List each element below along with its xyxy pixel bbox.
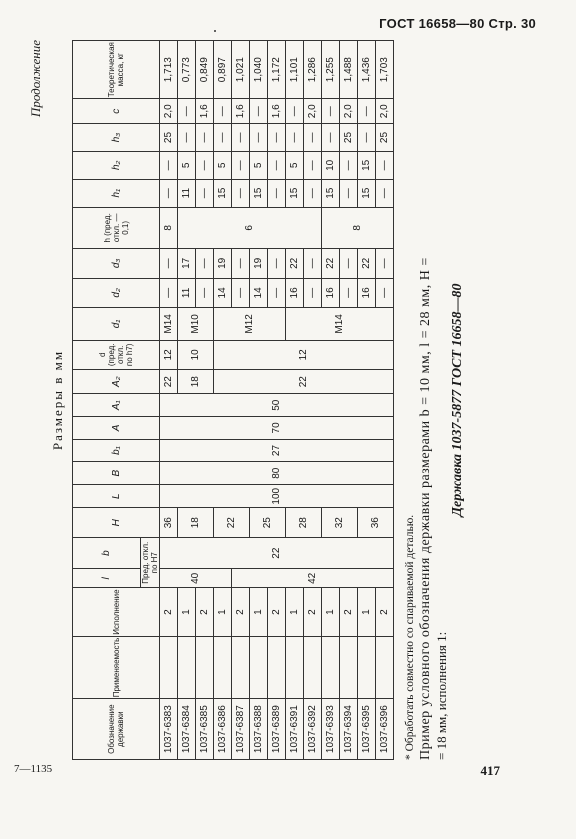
cell-h3: — xyxy=(268,124,286,152)
col-b: b xyxy=(73,537,141,568)
cell-d2: — xyxy=(160,278,178,308)
cell-H-18: 18 xyxy=(178,508,214,538)
cell-h1: — xyxy=(196,179,214,207)
cell-d1-M14: M14 xyxy=(160,308,178,340)
cell-h1: 15 xyxy=(286,179,304,207)
cell-version: 1 xyxy=(286,588,304,636)
cell-d3: 17 xyxy=(178,249,196,279)
cell-mass: 1,101 xyxy=(286,41,304,99)
cell-l-40: 40 xyxy=(160,569,232,588)
cell-h2: — xyxy=(340,151,358,179)
cell-d3: 22 xyxy=(322,249,340,279)
cell-designation: 1037-6393 xyxy=(322,699,340,760)
cell-mass: 0,897 xyxy=(214,41,232,99)
cell-h3: — xyxy=(358,124,376,152)
cell-H-28: 28 xyxy=(286,508,322,538)
cell-c: — xyxy=(358,99,376,124)
cell-application xyxy=(340,636,358,699)
cell-d3: — xyxy=(376,249,394,279)
col-A: A xyxy=(73,417,160,440)
cell-h2: 5 xyxy=(286,151,304,179)
cell-c: 2,0 xyxy=(340,99,358,124)
dimensions-table xyxy=(72,40,394,760)
cell-version: 2 xyxy=(232,588,250,636)
cell-l-42: 42 xyxy=(232,569,394,588)
cell-mass: 1,255 xyxy=(322,41,340,99)
col-designation: Обозначение державки xyxy=(73,699,160,760)
cell-d2: — xyxy=(376,278,394,308)
cell-designation: 1037-6396 xyxy=(376,699,394,760)
cell-b-22: 22 xyxy=(160,537,394,568)
footer-code: 7—1135 xyxy=(14,763,53,775)
cell-d-10: 10 xyxy=(178,340,214,369)
cell-h1: — xyxy=(268,179,286,207)
cell-version: 2 xyxy=(160,588,178,636)
col-h3: h₃ xyxy=(73,124,160,152)
cell-version: 2 xyxy=(376,588,394,636)
cell-h2: 5 xyxy=(214,151,232,179)
cell-h1: — xyxy=(340,179,358,207)
cell-A2-22: 22 xyxy=(214,370,394,394)
cell-d2: — xyxy=(304,278,322,308)
col-L: L xyxy=(73,485,160,508)
rotated-content xyxy=(28,40,548,760)
cell-mass: 1,436 xyxy=(358,41,376,99)
page-header: ГОСТ 16658—80 Стр. 30 xyxy=(379,16,536,31)
col-d3: d₃ xyxy=(73,249,160,279)
cell-d3: — xyxy=(232,249,250,279)
cell-h-8: 8 xyxy=(322,207,394,248)
cell-h1: — xyxy=(304,179,322,207)
speck xyxy=(214,30,216,32)
cell-c: 1,6 xyxy=(268,99,286,124)
col-b-tolerance: Пред. откл. по H7 xyxy=(141,537,160,587)
cell-h1: — xyxy=(232,179,250,207)
cell-d3: — xyxy=(196,249,214,279)
cell-mass: 1,021 xyxy=(232,41,250,99)
cell-b1-27: 27 xyxy=(160,439,394,462)
cell-h3: 25 xyxy=(376,124,394,152)
cell-h3: — xyxy=(286,124,304,152)
cell-h2: — xyxy=(268,151,286,179)
page-number: 417 xyxy=(480,763,500,778)
cell-h3: — xyxy=(250,124,268,152)
col-d2: d₂ xyxy=(73,278,160,308)
cell-H-36: 36 xyxy=(358,508,394,538)
cell-mass: 0,849 xyxy=(196,41,214,99)
cell-designation: 1037-6383 xyxy=(160,699,178,760)
col-mass: Теоретическая масса, кг xyxy=(73,41,160,99)
cell-d3: 22 xyxy=(358,249,376,279)
cell-designation: 1037-6389 xyxy=(268,699,286,760)
cell-application xyxy=(214,636,232,699)
cell-d2: — xyxy=(340,278,358,308)
col-h: h (пред. откл. —0,1) xyxy=(73,207,160,248)
cell-d1-M12: M12 xyxy=(214,308,286,340)
cell-A-70: 70 xyxy=(160,417,394,440)
cell-c: — xyxy=(214,99,232,124)
cell-d3: 19 xyxy=(250,249,268,279)
continuation-label: Продолжение xyxy=(28,40,43,118)
cell-L-100: 100 xyxy=(160,485,394,508)
col-d: d (пред. откл. по h7) xyxy=(73,340,160,369)
cell-mass: 1,040 xyxy=(250,41,268,99)
col-h2: h₂ xyxy=(73,151,160,179)
cell-c: — xyxy=(322,99,340,124)
cell-application xyxy=(178,636,196,699)
cell-d3: 22 xyxy=(286,249,304,279)
cell-designation: 1037-6394 xyxy=(340,699,358,760)
cell-c: 2,0 xyxy=(160,99,178,124)
cell-application xyxy=(232,636,250,699)
cell-d3: — xyxy=(160,249,178,279)
cell-d2: — xyxy=(196,278,214,308)
cell-d2: 11 xyxy=(178,278,196,308)
cell-c: — xyxy=(286,99,304,124)
cell-designation: 1037-6391 xyxy=(286,699,304,760)
cell-H-36: 36 xyxy=(160,508,178,538)
cell-version: 2 xyxy=(268,588,286,636)
cell-d2: 16 xyxy=(322,278,340,308)
col-b1: b₁ xyxy=(73,439,160,462)
cell-mass: 1,488 xyxy=(340,41,358,99)
cell-H-25: 25 xyxy=(250,508,286,538)
cell-d2: 14 xyxy=(250,278,268,308)
col-version: Исполнение xyxy=(73,588,160,636)
cell-A2-22: 22 xyxy=(160,370,178,394)
cell-application xyxy=(160,636,178,699)
cell-d1-M14: M14 xyxy=(286,308,394,340)
cell-c: — xyxy=(178,99,196,124)
cell-version: 2 xyxy=(340,588,358,636)
cell-version: 1 xyxy=(250,588,268,636)
cell-application xyxy=(358,636,376,699)
cell-mass: 1,713 xyxy=(160,41,178,99)
cell-version: 1 xyxy=(358,588,376,636)
cell-h1: 15 xyxy=(214,179,232,207)
cell-h1: — xyxy=(376,179,394,207)
footnote: * Обработать совместно со спариваемой деталью. xyxy=(404,514,416,760)
cell-d3: 19 xyxy=(214,249,232,279)
cell-designation: 1037-6384 xyxy=(178,699,196,760)
cell-h3: — xyxy=(214,124,232,152)
cell-d2: 16 xyxy=(286,278,304,308)
cell-designation: 1037-6392 xyxy=(304,699,322,760)
cell-application xyxy=(268,636,286,699)
cell-designation: 1037-6387 xyxy=(232,699,250,760)
col-B: B xyxy=(73,462,160,485)
cell-h3: 25 xyxy=(340,124,358,152)
cell-application xyxy=(250,636,268,699)
cell-version: 2 xyxy=(304,588,322,636)
col-h1: h₁ xyxy=(73,179,160,207)
cell-version: 2 xyxy=(196,588,214,636)
cell-h2: — xyxy=(196,151,214,179)
cell-mass: 1,172 xyxy=(268,41,286,99)
cell-H-22: 22 xyxy=(214,508,250,538)
col-application: Применяемость xyxy=(73,636,160,699)
cell-designation: 1037-6386 xyxy=(214,699,232,760)
cell-A2-18: 18 xyxy=(178,370,214,394)
col-l: l xyxy=(73,569,141,588)
col-A1: A₁ xyxy=(73,394,160,417)
col-H: H xyxy=(73,508,160,538)
cell-h1: 15 xyxy=(358,179,376,207)
cell-h1: 15 xyxy=(250,179,268,207)
cell-d-12: 12 xyxy=(160,340,178,369)
cell-h-6: 6 xyxy=(178,207,322,248)
cell-designation: 1037-6395 xyxy=(358,699,376,760)
cell-d-12: 12 xyxy=(214,340,394,369)
cell-h1: 11 xyxy=(178,179,196,207)
cell-h2: — xyxy=(376,151,394,179)
cell-d3: — xyxy=(268,249,286,279)
example-line-1: Пример условного обозначения державки размерами b = 10 мм, l = 28 мм, H = xyxy=(418,257,433,760)
cell-c: 2,0 xyxy=(304,99,322,124)
cell-H-32: 32 xyxy=(322,508,358,538)
cell-mass: 1,286 xyxy=(304,41,322,99)
cell-h2: 5 xyxy=(250,151,268,179)
cell-h2: 5 xyxy=(178,151,196,179)
cell-h1: — xyxy=(160,179,178,207)
cell-d1-M10: M10 xyxy=(178,308,214,340)
cell-d2: 14 xyxy=(214,278,232,308)
cell-d2: — xyxy=(232,278,250,308)
cell-application xyxy=(196,636,214,699)
table-caption: Размеры в мм xyxy=(50,349,65,451)
cell-h1: 15 xyxy=(322,179,340,207)
cell-h2: — xyxy=(232,151,250,179)
cell-d3: — xyxy=(304,249,322,279)
cell-c: 1,6 xyxy=(232,99,250,124)
cell-d2: — xyxy=(268,278,286,308)
cell-h3: — xyxy=(232,124,250,152)
col-c: c xyxy=(73,99,160,124)
cell-application xyxy=(286,636,304,699)
cell-version: 1 xyxy=(214,588,232,636)
cell-application xyxy=(376,636,394,699)
cell-c: — xyxy=(250,99,268,124)
example-designation: Державка 1037-5877 ГОСТ 16658—80 xyxy=(450,283,465,517)
cell-h2: 10 xyxy=(322,151,340,179)
cell-designation: 1037-6388 xyxy=(250,699,268,760)
cell-designation: 1037-6385 xyxy=(196,699,214,760)
cell-h3: — xyxy=(178,124,196,152)
cell-A1-50: 50 xyxy=(160,394,394,417)
cell-mass: 0,773 xyxy=(178,41,196,99)
cell-h3: 25 xyxy=(160,124,178,152)
cell-h3: — xyxy=(196,124,214,152)
cell-h3: — xyxy=(322,124,340,152)
cell-d3: — xyxy=(340,249,358,279)
col-d1: d₁ xyxy=(73,308,160,340)
cell-h-8: 8 xyxy=(160,207,178,248)
cell-c: 2,0 xyxy=(376,99,394,124)
example-line-2: = 18 мм, исполнения 1: xyxy=(434,631,449,760)
notes-block xyxy=(402,40,466,760)
cell-B-80: 80 xyxy=(160,462,394,485)
cell-version: 1 xyxy=(178,588,196,636)
cell-h3: — xyxy=(304,124,322,152)
cell-application xyxy=(304,636,322,699)
cell-c: 1,6 xyxy=(196,99,214,124)
cell-h2: — xyxy=(160,151,178,179)
cell-version: 1 xyxy=(322,588,340,636)
cell-d2: 16 xyxy=(358,278,376,308)
cell-h2: — xyxy=(304,151,322,179)
cell-application xyxy=(322,636,340,699)
cell-h2: 15 xyxy=(358,151,376,179)
col-A2: A₂ xyxy=(73,370,160,394)
cell-mass: 1,703 xyxy=(376,41,394,99)
